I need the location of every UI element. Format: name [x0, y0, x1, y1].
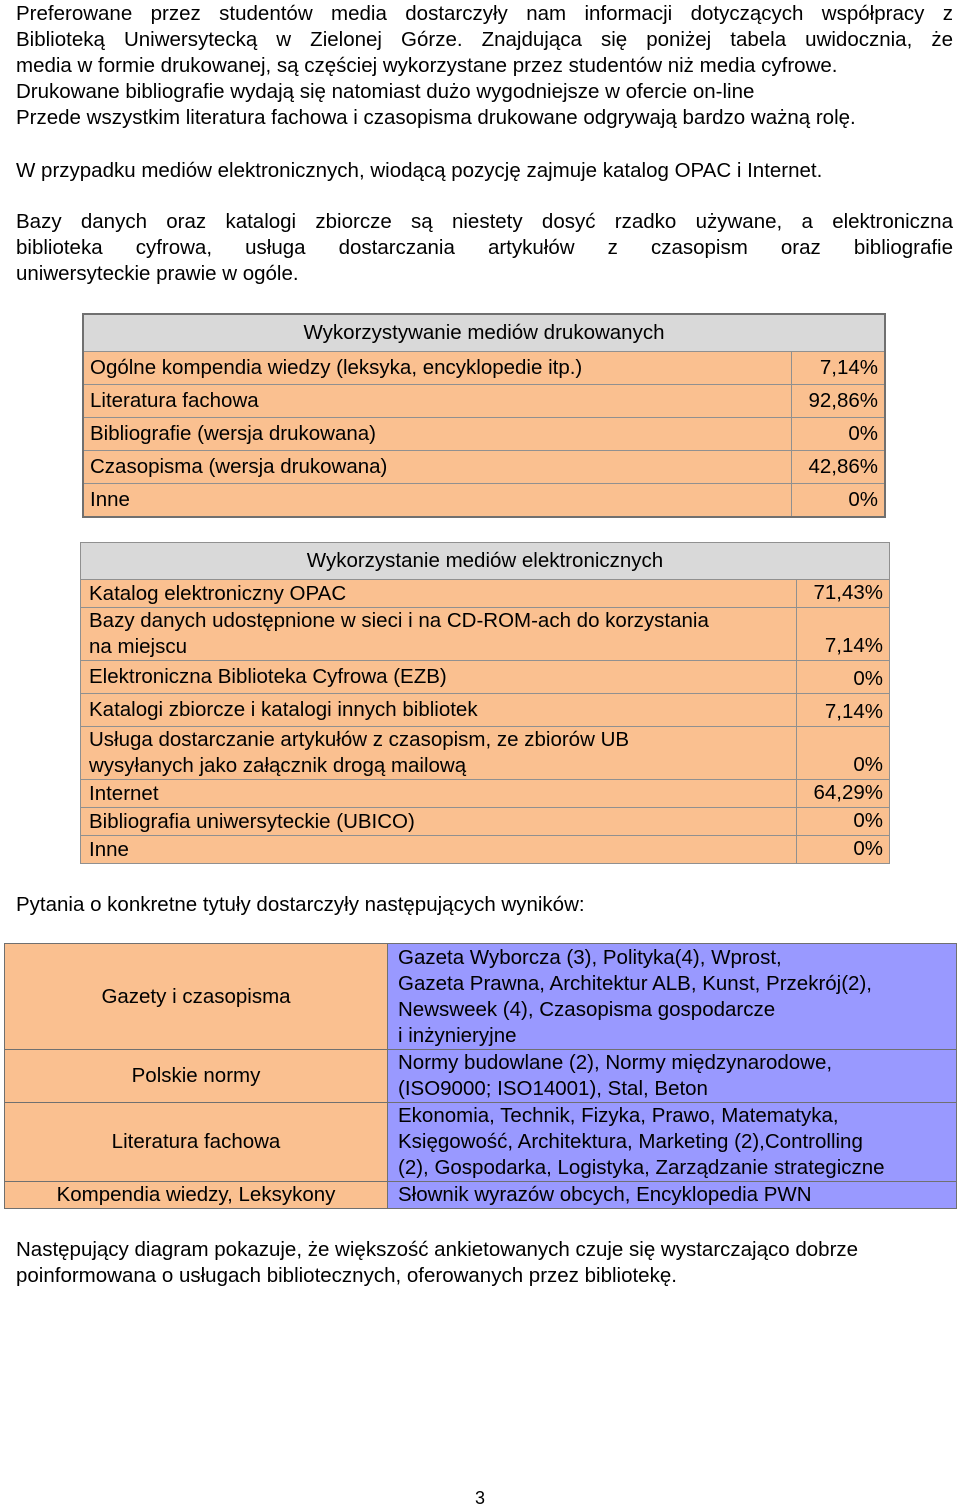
titles-intro-text: Pytania o konkretne tytuły dostarczyły następujących wyników: [16, 893, 585, 916]
titles-intro [16, 892, 953, 918]
row-label: Elektroniczna Biblioteka Cyfrowa (EZB) [81, 661, 797, 694]
table-row [81, 580, 890, 608]
table-row [83, 352, 885, 385]
row-label: Ogólne kompendia wiedzy (leksyka, encyklopedie itp.) [83, 352, 792, 385]
detail-cell: Gazeta Wyborcza (3), Polityka(4), Wprost, Gazeta Prawna, Architektur ALB, Kunst, Przekrój(2), Newsweek (4), Czasopisma gospodarcze i inżynieryjne [388, 944, 957, 1050]
detail-cell: Słownik wyrazów obcych, Encyklopedia PWN [388, 1182, 957, 1209]
printed-media-title: Wykorzystywanie mediów drukowanych [83, 314, 885, 352]
intro-line: Przede wszystkim literatura fachowa i czasopisma drukowane odgrywają bardzo ważną rolę. [16, 106, 856, 129]
page-number: 3 [474, 1488, 485, 1508]
opac-paragraph [16, 158, 953, 184]
table-row [5, 944, 957, 1050]
table-row [5, 1182, 957, 1209]
row-label: Inne [81, 836, 797, 864]
table-row [81, 780, 890, 808]
table-row [83, 385, 885, 418]
opac-line: W przypadku mediów elektronicznych, wiodącą pozycję zajmuje katalog OPAC i Internet. [16, 159, 823, 182]
category-cell: Polskie normy [5, 1050, 388, 1103]
category-cell: Literatura fachowa [5, 1103, 388, 1182]
table-row [83, 451, 885, 484]
databases-paragraph [16, 209, 953, 287]
row-label: Katalog elektroniczny OPAC [81, 580, 797, 608]
table-row [5, 1050, 957, 1103]
row-value: 0% [792, 484, 886, 518]
intro-line: Biblioteką Uniwersytecką w Zielonej Górze. Znajdująca się poniżej tabela uwidocznia, że [16, 28, 953, 51]
closing-line: Następujący diagram pokazuje, że większość ankietowanych czuje się wystarczająco dobrze [16, 1238, 859, 1261]
row-label: Czasopisma (wersja drukowana) [83, 451, 792, 484]
table-row [81, 808, 890, 836]
intro-line: media w formie drukowanej, są częściej wykorzystane przez studentów niż media cyfrowe. [16, 54, 838, 77]
row-value: 0% [797, 661, 890, 694]
table-row [81, 608, 890, 661]
table-row [5, 1103, 957, 1182]
databases-line: Bazy danych oraz katalogi zbiorcze są niestety dosyć rzadko używane, a elektroniczna [16, 210, 953, 233]
titles-table [4, 943, 957, 1209]
intro-paragraph [16, 1, 953, 131]
row-label: Usługa dostarczanie artykułów z czasopism, ze zbiorów UB wysyłanych jako załącznik drogą mailową [81, 727, 797, 780]
printed-media-table [82, 313, 886, 518]
detail-cell: Normy budowlane (2), Normy międzynarodowe, (ISO9000; ISO14001), Stal, Beton [388, 1050, 957, 1103]
row-value: 0% [797, 808, 890, 836]
table-row [81, 694, 890, 727]
row-label: Literatura fachowa [83, 385, 792, 418]
electronic-media-title: Wykorzystanie mediów elektronicznych [81, 543, 890, 580]
row-value: 92,86% [792, 385, 886, 418]
table-row [81, 727, 890, 780]
row-value: 0% [797, 836, 890, 864]
row-value: 0% [792, 418, 886, 451]
table-row [81, 836, 890, 864]
row-label: Bibliografie (wersja drukowana) [83, 418, 792, 451]
closing-line: poinformowana o usługach bibliotecznych, oferowanych przez bibliotekę. [16, 1264, 677, 1287]
row-label: Bazy danych udostępnione w sieci i na CD-ROM-ach do korzystania na miejscu [81, 608, 797, 661]
row-label: Internet [81, 780, 797, 808]
row-label: Inne [83, 484, 792, 518]
row-value: 71,43% [797, 580, 890, 608]
intro-line: Preferowane przez studentów media dostarczyły nam informacji dotyczących współpracy z [16, 2, 953, 25]
detail-cell: Ekonomia, Technik, Fizyka, Prawo, Matematyka, Księgowość, Architektura, Marketing (2),Controlling (2), Gospodarka, Logistyka, Zarządzanie strategiczne [388, 1103, 957, 1182]
row-value: 7,14% [797, 694, 890, 727]
closing-paragraph [16, 1237, 953, 1289]
row-value: 7,14% [797, 608, 890, 661]
row-value: 7,14% [792, 352, 886, 385]
table-row [83, 484, 885, 518]
electronic-media-table [80, 542, 890, 864]
category-cell: Gazety i czasopisma [5, 944, 388, 1050]
row-value: 0% [797, 727, 890, 780]
intro-line: Drukowane bibliografie wydają się natomiast dużo wygodniejsze w ofercie on-line [16, 80, 755, 103]
row-value: 64,29% [797, 780, 890, 808]
row-label: Bibliografia uniwersyteckie (UBICO) [81, 808, 797, 836]
databases-line: biblioteka cyfrowa, usługa dostarczania artykułów z czasopism oraz bibliografie [16, 236, 953, 259]
row-value: 42,86% [792, 451, 886, 484]
category-cell: Kompendia wiedzy, Leksykony [5, 1182, 388, 1209]
table-row [83, 418, 885, 451]
databases-line: uniwersyteckie prawie w ogóle. [16, 262, 299, 285]
table-row [81, 661, 890, 694]
row-label: Katalogi zbiorcze i katalogi innych bibliotek [81, 694, 797, 727]
